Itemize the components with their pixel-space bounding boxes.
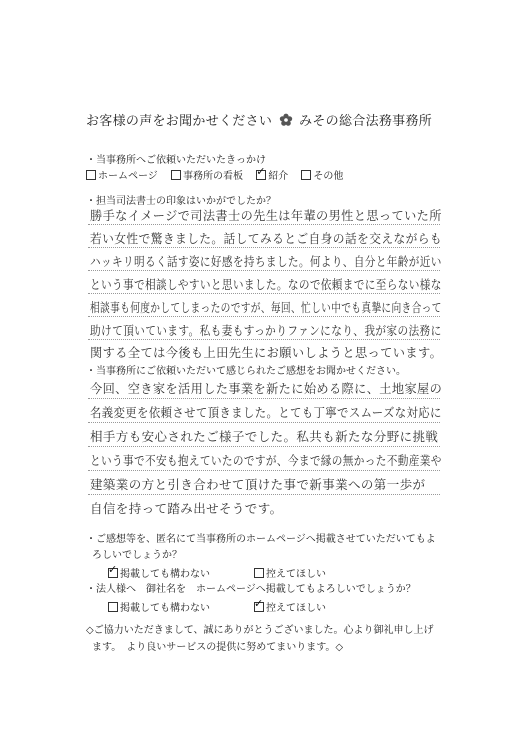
checkbox-homepage[interactable] xyxy=(86,170,96,180)
feedback-line-1: 今回、空き家を活用した事業を新たに始める際に、土地家屋の xyxy=(90,381,443,396)
checkbox-company-allow[interactable] xyxy=(108,602,118,612)
title-right: みその総合法務事務所 xyxy=(299,114,433,129)
flower-icon xyxy=(279,113,293,127)
checkbox-signboard[interactable] xyxy=(171,170,181,180)
checkbox-publish-refrain[interactable] xyxy=(254,568,264,578)
impression-line-1: 勝手なイメージで司法書士の先生は年輩の男性と思っていた所 xyxy=(90,208,442,223)
question-feedback: ・当事務所にご依頼いただいて感じられたご感想をお聞かせください。 xyxy=(86,366,406,377)
question-publish-consent: ・ご感想等を、匿名にて当事務所のホームページへ掲載させていただいてもよ xyxy=(86,534,436,545)
feedback-line-6: 自信を持って踏み出せそうです。 xyxy=(90,501,283,516)
checkbox-other[interactable] xyxy=(301,170,311,180)
checkbox-company-refrain[interactable] xyxy=(254,602,264,612)
option-referral[interactable]: ✓ 紹介 xyxy=(256,171,288,182)
question-trigger: ・当事務所へご依頼いただいたきっかけ xyxy=(86,155,266,166)
question-publish-consent-cont: ろしいでしょうか？ xyxy=(92,550,182,561)
feedback-line-2: 名義変更を依頼させて頂きました。とても丁寧でスムーズな対応に xyxy=(90,405,442,420)
checkbox-referral[interactable] xyxy=(256,170,266,180)
impression-line-3: ハッキリ明るく話す姿に好感を持ちました。何より、自分と年齢が近い xyxy=(90,254,442,269)
company-option-refrain[interactable]: ✓ 控えてほしい xyxy=(254,599,326,614)
feedback-line-4: という事で不安も抱えていたのですが、今まで縁の無かった不動産業や xyxy=(90,453,442,468)
impression-line-6: 助けて頂いています。私も妻もすっかりファンになり、我が家の法務に xyxy=(90,323,442,338)
thanks-line-1: ◇ご協力いただきまして、誠にありがとうございました。心より御礼申し上げ xyxy=(86,625,434,636)
question-impression: ・担当司法書士の印象はいかがでしたか？ xyxy=(86,196,276,207)
option-signboard[interactable]: 事務所の看板 xyxy=(171,171,243,182)
impression-line-2: 若い女性で驚きました。話してみるとご自身の話を交えながらも xyxy=(90,231,443,246)
publish-option-allow[interactable]: ✓掲載しても構わない xyxy=(108,565,210,580)
checkbox-publish-allow[interactable] xyxy=(108,568,118,578)
title-left: お客様の声をお聞かせください xyxy=(86,114,273,129)
publish-option-refrain[interactable]: 控えてほしい xyxy=(254,565,326,580)
feedback-line-3: 相手方も安心されたご様子でした。私共も新たな分野に挑戦 xyxy=(90,429,439,444)
impression-line-5: 相談事も何度かしてしまったのですが、毎回、忙しい中でも真摯に向き合って xyxy=(90,300,442,315)
company-option-allow[interactable]: 掲載しても構わない xyxy=(108,599,210,614)
option-homepage[interactable]: ホームページ xyxy=(86,171,158,182)
impression-line-4: という事で相談しやすいと思いました。なので依頼までに至らない様な xyxy=(90,277,442,292)
trigger-options xyxy=(86,167,343,182)
page-title xyxy=(86,110,432,129)
feedback-line-5: 建築業の方と引き合わせて頂けた事で新事業への第一歩が xyxy=(90,477,426,492)
question-company-name: ・法人様へ 御社名を ホームページへ掲載してもよろしいでしょうか？ xyxy=(86,584,416,595)
thanks-line-2: ます。 より良いサービスの提供に努めてまいります。◇ xyxy=(92,642,344,653)
impression-line-7: 関する全ては今後も上田先生にお願いしようと思っています。 xyxy=(90,345,443,360)
option-other[interactable]: その他 xyxy=(301,171,343,182)
